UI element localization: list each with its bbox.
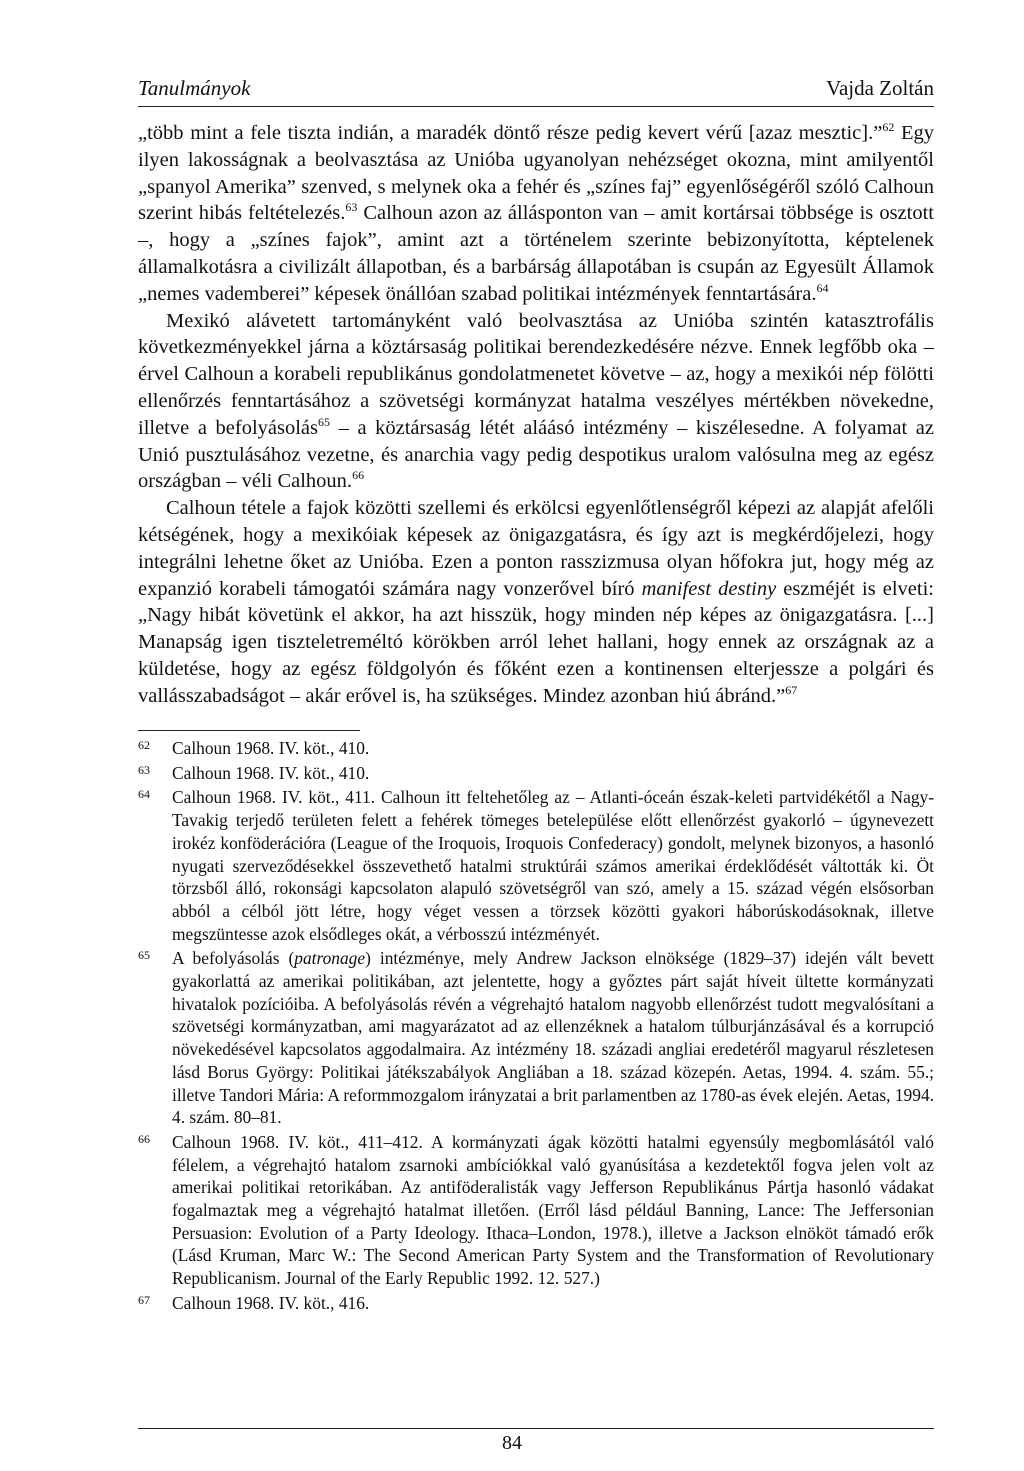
paragraph-1: „több mint a fele tiszta indián, a maradék döntő része pedig kevert vérű [azaz mesztic].”$^{62}$ Egy ilyen lakosságnak a beolvasztása az Unióba ugyanolyan nehézséget okozna, mint amilyentől „spanyol Amerika” szenved, s melynek oka a fehér és „színes faj” egyenlőségéről szóló Calhoun szerint hibás feltételezés.$^{63}$ Calhoun azon az állásponton van – amit kortársai többsége is osztott –, hogy a „színes fajok”, amint azt a történelem szerinte bebizonyította, képtelenek államalkotásra a civilizált állapotban, és a barbárság állapotában is csupán az Egyesült Államok „nemes vademberei” képesek önállóan szabad politikai intézmények fenntartására.$^{64}$ <box>138 120 934 305</box>
page-number: 84 <box>502 1432 522 1454</box>
footnote-63: 63 Calhoun 1968. IV. köt., 410. <box>138 762 370 783</box>
footnote-ref-65[interactable]: 65 <box>318 414 330 429</box>
footnote-67: 67 Calhoun 1968. IV. köt., 416. <box>138 1292 370 1313</box>
footnote-ref-67[interactable]: 67 <box>785 682 798 697</box>
footnote-ref-63[interactable]: 63 <box>345 200 358 215</box>
footnote-65: 65 A befolyásolás (patronage) intézménye, mely Andrew Jackson elnöksége (1829–37) idején vált bevett gyakorlattá az amerikai politikában, azt jelentette, hogy a győztes párt saját híveit ültette kormányzati hivatalok pozícióiba. A befolyásolás révén a végrehajtó hatalom nagyobb ellenőrzést tudott megvalósítani a szövetségi kormányzatban, ami magyarázatot ad az ellenzéknek a hatalom túlburjánzásával és a korrupció növekedésével kapcsolatos aggodalmaira. Az intézmény 18. századi angliai eredetéről magyarul részletesen lásd Borus György: Politikai játékszabályok Angliában a 18. század közepén. Aetas, 1994. 4. szám. 55.; illetve Tandori Mária: A reformmozgalom irányzatai a brit parlamentben az 1780-as évek elején. Aetas, 1994. 4. szám. 80–81. <box>138 948 935 1128</box>
footnote-ref-66[interactable]: 66 <box>352 468 365 483</box>
section-title: Tanulmányok <box>138 76 251 100</box>
footnote-64: 64 Calhoun 1968. IV. köt., 411. Calhoun itt feltehetőleg az – Atlanti-óceán észak-keleti partvidékétől a Nagy-Tavakig terjedő területen felett a fehérek tömeges betelepülése előtt ellenőrzést gyakorló – úgynevezett irokéz konföderációra (League of the Iroquois, Iroquois Confederacy) gondolt, melynek bizonyos, a hasonló nyugati szerveződésekkel összevethető hatalmi struktúrái számos amerikai érdeklődését váltották ki. Öt törzsből álló, rokonsági kapcsolaton alapuló szövetségről van szó, amely a 15. század végén elsősorban abból a célból jött létre, hogy véget vessen a törzsek közötti gyakori háborúskodásoknak, illetve megszüntesse azok elsődleges okát, a vérbosszú intézményét. <box>138 787 934 944</box>
footnote-66: 66 Calhoun 1968. IV. köt., 411–412. A kormányzati ágak közötti hatalmi egyensúly megbomlásától való félelem, a végrehajtó hatalom zsarnoki ambíciókkal való gyanúsítása a kezdetektől fogva jelen volt az amerikai politikai retorikában. Az antiföderalisták vagy Jefferson Republikánus Pártja hasonló vádakat fogalmaztak meg a végrehajtó hatalmat illetően. (Erről lásd például Banning, Lance: The Jeffersonian Persuasion: Evolution of a Party Ideology. Ithaca–London, 1978.), illetve a Jackson elnököt támadó erők (Lásd Kruman, Marc W.: The Second American Party System and the Transformation of Revolutionary Republicanism. Journal of the Early Republic 1992. 12. 527.) <box>138 1131 934 1289</box>
running-header <box>138 76 934 101</box>
paragraph-2: Mexikó alávetett tartományként való beolvasztása az Unióba szintén katasztrofális következményekkel járna a köztársaság politikai berendezkedésére nézve. Ennek legfőbb oka – érvel Calhoun a korabeli republikánus gondolatmenetet követve – az, hogy a mexikói nép fölötti ellenőrzés fenntartásához a szövetségi kormányzat hatalma veszélyes mértékben növekedne, illetve a befolyásolás$^{65}$ – a köztársaság létét aláásó intézmény – kiszélesedne. A folyamat az Unió pusztulásához vezetne, és anarchia vagy pedig despotikus uralom valósulna meg az egész országban – véli Calhoun.$^{66}$ <box>138 309 934 493</box>
emphasis-manifest-destiny: manifest destiny <box>641 577 777 600</box>
footnote-62: 62 Calhoun 1968. IV. köt., 410. <box>138 738 370 758</box>
footer-rule <box>138 1428 934 1429</box>
footnotes <box>138 737 934 1317</box>
main-text <box>138 120 934 710</box>
header-rule <box>138 106 934 107</box>
footnote-ref-64[interactable]: 64 <box>816 280 829 295</box>
author-name: Vajda Zoltán <box>826 76 934 100</box>
paragraph-3: Calhoun tétele a fajok közötti szellemi és erkölcsi egyenlőtlenségről képezi az alapját afelőli kétségének, hogy a mexikóiak képesek az önigazgatásra, és így azt is megkérdőjelezi, hogy integrálni lehetne őket az Unióba. Ezen a ponton rasszizmusa olyan hőfokra jut, hogy még az expanzió korabeli támogatói számára nagy vonzerővel bíró manifest destiny eszméjét is elveti: „Nagy hibát követünk el akkor, ha azt hisszük, hogy minden nép képes az önigazgatásra. [...] Manapság igen tiszteletreméltó körökben arról lehet hallani, hogy ennek az országnak az a küldetése, hogy az egész földgolyón és főként ezen a kontinensen elterjessze a polgári és vallásszabadságot – akár erővel is, ha szükséges. Mindez azonban hiú ábránd.”$^{67}$ <box>138 497 934 707</box>
footnote-ref-62[interactable]: 62 <box>882 120 895 135</box>
footnote-separator <box>138 730 360 731</box>
